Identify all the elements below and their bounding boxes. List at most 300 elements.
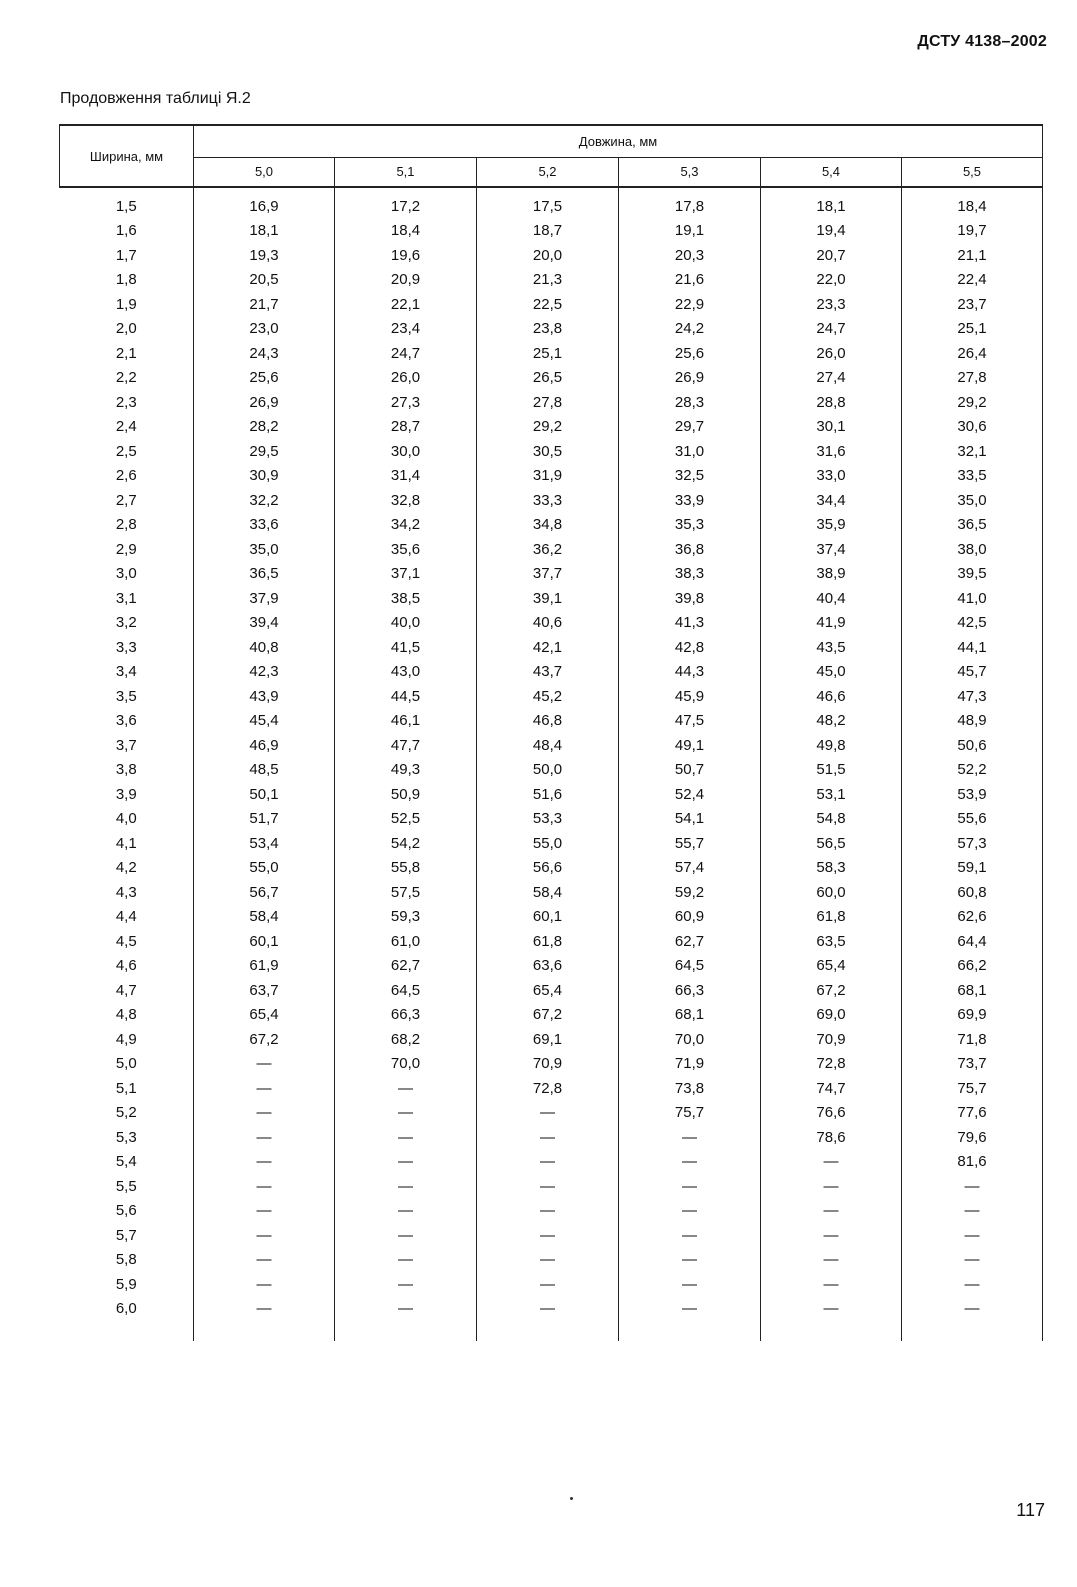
value-cell: — xyxy=(761,1174,902,1199)
page-number: 117 xyxy=(1016,1500,1045,1520)
row-width-cell: 3,2 xyxy=(60,611,194,636)
row-width-cell: 1,7 xyxy=(60,243,194,268)
row-width-cell: 2,7 xyxy=(60,488,194,513)
value-cell: — xyxy=(477,1223,619,1248)
value-cell: 77,6 xyxy=(902,1101,1043,1126)
value-cell: 75,7 xyxy=(619,1101,761,1126)
table-row xyxy=(60,880,1043,905)
value-cell: 17,2 xyxy=(335,187,477,219)
value-cell: 42,5 xyxy=(902,611,1043,636)
value-cell: 72,8 xyxy=(477,1076,619,1101)
table-row xyxy=(60,415,1043,440)
value-cell: — xyxy=(619,1199,761,1224)
table-row xyxy=(60,831,1043,856)
value-cell: 49,3 xyxy=(335,758,477,783)
value-cell: 45,9 xyxy=(619,684,761,709)
value-cell: 40,0 xyxy=(335,611,477,636)
column-header: 5,5 xyxy=(902,157,1043,187)
value-cell: 26,0 xyxy=(335,366,477,391)
value-cell: 64,5 xyxy=(335,978,477,1003)
value-cell: 18,1 xyxy=(761,187,902,219)
value-cell: 67,2 xyxy=(194,1027,335,1052)
value-cell: 60,1 xyxy=(194,929,335,954)
table-row xyxy=(60,366,1043,391)
table-row xyxy=(60,1199,1043,1224)
value-cell: 22,0 xyxy=(761,268,902,293)
table-row xyxy=(60,978,1043,1003)
value-cell: 74,7 xyxy=(761,1076,902,1101)
table-row xyxy=(60,513,1043,538)
value-cell: 55,0 xyxy=(477,831,619,856)
value-cell: 47,3 xyxy=(902,684,1043,709)
value-cell: 56,7 xyxy=(194,880,335,905)
value-cell: — xyxy=(194,1248,335,1273)
value-cell: — xyxy=(477,1199,619,1224)
value-cell: 22,4 xyxy=(902,268,1043,293)
value-cell: 20,7 xyxy=(761,243,902,268)
column-header: 5,3 xyxy=(619,157,761,187)
table-row xyxy=(60,1272,1043,1297)
value-cell: 62,7 xyxy=(619,929,761,954)
value-cell: 54,2 xyxy=(335,831,477,856)
value-cell: 61,0 xyxy=(335,929,477,954)
value-cell: 60,1 xyxy=(477,905,619,930)
value-cell: — xyxy=(619,1223,761,1248)
value-cell: 73,8 xyxy=(619,1076,761,1101)
value-cell: 32,8 xyxy=(335,488,477,513)
header-row-columns xyxy=(60,157,1043,187)
value-cell: 71,9 xyxy=(619,1052,761,1077)
value-cell: 59,1 xyxy=(902,856,1043,881)
value-cell: — xyxy=(194,1150,335,1175)
value-cell: 57,5 xyxy=(335,880,477,905)
value-cell: 72,8 xyxy=(761,1052,902,1077)
value-cell: 20,9 xyxy=(335,268,477,293)
table-body xyxy=(60,187,1043,1341)
table-row xyxy=(60,856,1043,881)
table-row xyxy=(60,954,1043,979)
table-row xyxy=(60,243,1043,268)
value-cell: — xyxy=(761,1272,902,1297)
value-cell: 39,5 xyxy=(902,562,1043,587)
value-cell: 68,1 xyxy=(902,978,1043,1003)
value-cell: 57,4 xyxy=(619,856,761,881)
value-cell: — xyxy=(477,1101,619,1126)
value-cell: 71,8 xyxy=(902,1027,1043,1052)
value-cell: 62,7 xyxy=(335,954,477,979)
value-cell: 51,5 xyxy=(761,758,902,783)
value-cell: 36,2 xyxy=(477,537,619,562)
row-width-cell: 5,6 xyxy=(60,1199,194,1224)
value-cell: 41,3 xyxy=(619,611,761,636)
table-row xyxy=(60,341,1043,366)
value-cell: 33,3 xyxy=(477,488,619,513)
table-row xyxy=(60,1003,1043,1028)
value-cell: 38,0 xyxy=(902,537,1043,562)
value-cell: 27,8 xyxy=(477,390,619,415)
value-cell: 37,1 xyxy=(335,562,477,587)
value-cell: — xyxy=(194,1125,335,1150)
value-cell: 19,6 xyxy=(335,243,477,268)
row-width-cell: 4,5 xyxy=(60,929,194,954)
value-cell: 68,2 xyxy=(335,1027,477,1052)
value-cell: 51,6 xyxy=(477,782,619,807)
value-cell: — xyxy=(477,1248,619,1273)
value-cell: 26,4 xyxy=(902,341,1043,366)
value-cell: 35,9 xyxy=(761,513,902,538)
row-width-cell: 1,8 xyxy=(60,268,194,293)
value-cell: 65,4 xyxy=(477,978,619,1003)
table-row xyxy=(60,586,1043,611)
value-cell: 73,7 xyxy=(902,1052,1043,1077)
value-cell: 46,6 xyxy=(761,684,902,709)
value-cell: 67,2 xyxy=(477,1003,619,1028)
value-cell: 63,5 xyxy=(761,929,902,954)
value-cell: 23,8 xyxy=(477,317,619,342)
value-cell: 26,9 xyxy=(194,390,335,415)
table-row xyxy=(60,1052,1043,1077)
value-cell: 38,5 xyxy=(335,586,477,611)
value-cell: 49,1 xyxy=(619,733,761,758)
value-cell: — xyxy=(335,1297,477,1342)
value-cell: 30,6 xyxy=(902,415,1043,440)
row-width-cell: 4,0 xyxy=(60,807,194,832)
value-cell: 50,9 xyxy=(335,782,477,807)
value-cell: — xyxy=(194,1174,335,1199)
value-cell: 18,7 xyxy=(477,219,619,244)
value-cell: 42,8 xyxy=(619,635,761,660)
table-row xyxy=(60,439,1043,464)
value-cell: 28,3 xyxy=(619,390,761,415)
value-cell: 29,2 xyxy=(477,415,619,440)
value-cell: 37,7 xyxy=(477,562,619,587)
row-width-cell: 5,4 xyxy=(60,1150,194,1175)
value-cell: 19,7 xyxy=(902,219,1043,244)
value-cell: 19,4 xyxy=(761,219,902,244)
value-cell: 41,5 xyxy=(335,635,477,660)
value-cell: 61,8 xyxy=(761,905,902,930)
row-width-cell: 4,2 xyxy=(60,856,194,881)
value-cell: 16,9 xyxy=(194,187,335,219)
row-width-cell: 5,1 xyxy=(60,1076,194,1101)
value-cell: 59,2 xyxy=(619,880,761,905)
value-cell: — xyxy=(902,1272,1043,1297)
value-cell: 45,2 xyxy=(477,684,619,709)
value-cell: 31,0 xyxy=(619,439,761,464)
value-cell: 55,7 xyxy=(619,831,761,856)
value-cell: 27,8 xyxy=(902,366,1043,391)
value-cell: 37,4 xyxy=(761,537,902,562)
value-cell: 40,6 xyxy=(477,611,619,636)
value-cell: 29,7 xyxy=(619,415,761,440)
row-width-cell: 3,1 xyxy=(60,586,194,611)
table-row xyxy=(60,537,1043,562)
value-cell: 68,1 xyxy=(619,1003,761,1028)
value-cell: 67,2 xyxy=(761,978,902,1003)
value-cell: 19,3 xyxy=(194,243,335,268)
table-row xyxy=(60,219,1043,244)
value-cell: 76,6 xyxy=(761,1101,902,1126)
row-width-cell: 2,4 xyxy=(60,415,194,440)
table-row xyxy=(60,187,1043,219)
value-cell: 25,6 xyxy=(194,366,335,391)
row-width-cell: 2,6 xyxy=(60,464,194,489)
value-cell: 66,2 xyxy=(902,954,1043,979)
value-cell: 29,2 xyxy=(902,390,1043,415)
value-cell: 50,6 xyxy=(902,733,1043,758)
value-cell: 41,0 xyxy=(902,586,1043,611)
value-cell: — xyxy=(335,1101,477,1126)
value-cell: 24,3 xyxy=(194,341,335,366)
value-cell: 22,1 xyxy=(335,292,477,317)
value-cell: — xyxy=(477,1297,619,1342)
column-header: 5,1 xyxy=(335,157,477,187)
value-cell: 33,9 xyxy=(619,488,761,513)
table-row xyxy=(60,684,1043,709)
value-cell: — xyxy=(335,1223,477,1248)
value-cell: 34,8 xyxy=(477,513,619,538)
value-cell: — xyxy=(761,1199,902,1224)
table-row xyxy=(60,464,1043,489)
value-cell: 58,4 xyxy=(194,905,335,930)
table-row xyxy=(60,1223,1043,1248)
table-row xyxy=(60,782,1043,807)
value-cell: 46,8 xyxy=(477,709,619,734)
row-width-cell: 5,5 xyxy=(60,1174,194,1199)
group-header-label: Довжина, мм xyxy=(194,125,1043,157)
value-cell: — xyxy=(477,1272,619,1297)
value-cell: 27,4 xyxy=(761,366,902,391)
table-row xyxy=(60,660,1043,685)
table-row xyxy=(60,317,1043,342)
value-cell: 43,7 xyxy=(477,660,619,685)
value-cell: 20,3 xyxy=(619,243,761,268)
value-cell: 62,6 xyxy=(902,905,1043,930)
row-width-cell: 2,1 xyxy=(60,341,194,366)
value-cell: 36,8 xyxy=(619,537,761,562)
table-row xyxy=(60,709,1043,734)
value-cell: 31,4 xyxy=(335,464,477,489)
value-cell: — xyxy=(902,1297,1043,1342)
value-cell: 34,4 xyxy=(761,488,902,513)
value-cell: 70,0 xyxy=(335,1052,477,1077)
value-cell: 23,0 xyxy=(194,317,335,342)
value-cell: 21,7 xyxy=(194,292,335,317)
value-cell: 63,6 xyxy=(477,954,619,979)
value-cell: — xyxy=(902,1174,1043,1199)
row-width-cell: 5,7 xyxy=(60,1223,194,1248)
value-cell: 27,3 xyxy=(335,390,477,415)
value-cell: 63,7 xyxy=(194,978,335,1003)
row-width-cell: 2,9 xyxy=(60,537,194,562)
value-cell: 69,0 xyxy=(761,1003,902,1028)
value-cell: 48,4 xyxy=(477,733,619,758)
value-cell: 53,3 xyxy=(477,807,619,832)
value-cell: 28,8 xyxy=(761,390,902,415)
value-cell: 25,1 xyxy=(477,341,619,366)
value-cell: 28,2 xyxy=(194,415,335,440)
value-cell: — xyxy=(335,1248,477,1273)
value-cell: — xyxy=(477,1150,619,1175)
value-cell: 25,6 xyxy=(619,341,761,366)
value-cell: 19,1 xyxy=(619,219,761,244)
row-width-cell: 4,1 xyxy=(60,831,194,856)
value-cell: 69,9 xyxy=(902,1003,1043,1028)
value-cell: — xyxy=(335,1150,477,1175)
value-cell: — xyxy=(619,1174,761,1199)
value-cell: 36,5 xyxy=(194,562,335,587)
value-cell: — xyxy=(335,1125,477,1150)
value-cell: 47,7 xyxy=(335,733,477,758)
value-cell: — xyxy=(194,1199,335,1224)
value-cell: 22,9 xyxy=(619,292,761,317)
value-cell: 18,1 xyxy=(194,219,335,244)
value-cell: — xyxy=(194,1297,335,1342)
value-cell: 23,4 xyxy=(335,317,477,342)
row-width-cell: 4,8 xyxy=(60,1003,194,1028)
value-cell: 42,1 xyxy=(477,635,619,660)
table-row xyxy=(60,1101,1043,1126)
table-row xyxy=(60,611,1043,636)
value-cell: — xyxy=(194,1272,335,1297)
value-cell: 56,5 xyxy=(761,831,902,856)
value-cell: 58,4 xyxy=(477,880,619,905)
value-cell: 48,2 xyxy=(761,709,902,734)
table-row xyxy=(60,733,1043,758)
row-width-cell: 4,6 xyxy=(60,954,194,979)
value-cell: 43,0 xyxy=(335,660,477,685)
row-width-cell: 4,9 xyxy=(60,1027,194,1052)
value-cell: 40,4 xyxy=(761,586,902,611)
row-width-cell: 5,3 xyxy=(60,1125,194,1150)
value-cell: 31,9 xyxy=(477,464,619,489)
value-cell: 60,0 xyxy=(761,880,902,905)
value-cell: — xyxy=(335,1174,477,1199)
table-row xyxy=(60,292,1043,317)
value-cell: 38,9 xyxy=(761,562,902,587)
value-cell: 66,3 xyxy=(335,1003,477,1028)
value-cell: — xyxy=(902,1199,1043,1224)
row-width-cell: 1,5 xyxy=(60,187,194,219)
row-width-cell: 4,3 xyxy=(60,880,194,905)
value-cell: 35,3 xyxy=(619,513,761,538)
value-cell: 30,9 xyxy=(194,464,335,489)
value-cell: 41,9 xyxy=(761,611,902,636)
value-cell: 34,2 xyxy=(335,513,477,538)
value-cell: 53,4 xyxy=(194,831,335,856)
table-row xyxy=(60,1150,1043,1175)
value-cell: — xyxy=(619,1125,761,1150)
value-cell: 70,0 xyxy=(619,1027,761,1052)
value-cell: — xyxy=(761,1223,902,1248)
value-cell: — xyxy=(761,1248,902,1273)
value-cell: 35,6 xyxy=(335,537,477,562)
value-cell: 26,0 xyxy=(761,341,902,366)
value-cell: 61,8 xyxy=(477,929,619,954)
value-cell: 23,7 xyxy=(902,292,1043,317)
row-width-cell: 3,5 xyxy=(60,684,194,709)
value-cell: 44,5 xyxy=(335,684,477,709)
table-row xyxy=(60,807,1043,832)
value-cell: 32,1 xyxy=(902,439,1043,464)
value-cell: 69,1 xyxy=(477,1027,619,1052)
table-row xyxy=(60,758,1043,783)
header-row-top xyxy=(60,125,1043,157)
value-cell: 17,8 xyxy=(619,187,761,219)
value-cell: 30,0 xyxy=(335,439,477,464)
value-cell: 32,5 xyxy=(619,464,761,489)
value-cell: — xyxy=(335,1199,477,1224)
table-row xyxy=(60,390,1043,415)
value-cell: 45,4 xyxy=(194,709,335,734)
value-cell: 33,6 xyxy=(194,513,335,538)
table-row xyxy=(60,1174,1043,1199)
row-width-cell: 3,3 xyxy=(60,635,194,660)
value-cell: 45,0 xyxy=(761,660,902,685)
value-cell: 53,9 xyxy=(902,782,1043,807)
value-cell: 20,0 xyxy=(477,243,619,268)
value-cell: 21,3 xyxy=(477,268,619,293)
value-cell: 17,5 xyxy=(477,187,619,219)
value-cell: 59,3 xyxy=(335,905,477,930)
value-cell: 65,4 xyxy=(761,954,902,979)
value-cell: 28,7 xyxy=(335,415,477,440)
value-cell: 50,0 xyxy=(477,758,619,783)
column-header: 5,4 xyxy=(761,157,902,187)
value-cell: 29,5 xyxy=(194,439,335,464)
value-cell: 54,1 xyxy=(619,807,761,832)
value-cell: 51,7 xyxy=(194,807,335,832)
value-cell: — xyxy=(194,1223,335,1248)
value-cell: 39,1 xyxy=(477,586,619,611)
value-cell: — xyxy=(335,1272,477,1297)
value-cell: 47,5 xyxy=(619,709,761,734)
row-width-cell: 6,0 xyxy=(60,1297,194,1342)
scan-speck xyxy=(570,1497,573,1500)
value-cell: — xyxy=(619,1248,761,1273)
value-cell: 52,4 xyxy=(619,782,761,807)
value-cell: 61,9 xyxy=(194,954,335,979)
value-cell: 31,6 xyxy=(761,439,902,464)
value-cell: 79,6 xyxy=(902,1125,1043,1150)
value-cell: — xyxy=(761,1150,902,1175)
value-cell: 40,8 xyxy=(194,635,335,660)
value-cell: 55,6 xyxy=(902,807,1043,832)
column-header: 5,2 xyxy=(477,157,619,187)
value-cell: 60,9 xyxy=(619,905,761,930)
row-width-cell: 3,0 xyxy=(60,562,194,587)
value-cell: 53,1 xyxy=(761,782,902,807)
row-width-cell: 3,7 xyxy=(60,733,194,758)
value-cell: 33,0 xyxy=(761,464,902,489)
value-cell: 37,9 xyxy=(194,586,335,611)
value-cell: 38,3 xyxy=(619,562,761,587)
value-cell: — xyxy=(194,1101,335,1126)
row-header-label: Ширина, мм xyxy=(60,125,194,187)
value-cell: 52,5 xyxy=(335,807,477,832)
value-cell: 20,5 xyxy=(194,268,335,293)
value-cell: 55,0 xyxy=(194,856,335,881)
value-cell: 48,5 xyxy=(194,758,335,783)
value-cell: 75,7 xyxy=(902,1076,1043,1101)
value-cell: 81,6 xyxy=(902,1150,1043,1175)
value-cell: 65,4 xyxy=(194,1003,335,1028)
value-cell: 43,5 xyxy=(761,635,902,660)
value-cell: 57,3 xyxy=(902,831,1043,856)
value-cell: 39,4 xyxy=(194,611,335,636)
value-cell: — xyxy=(619,1150,761,1175)
row-width-cell: 5,0 xyxy=(60,1052,194,1077)
